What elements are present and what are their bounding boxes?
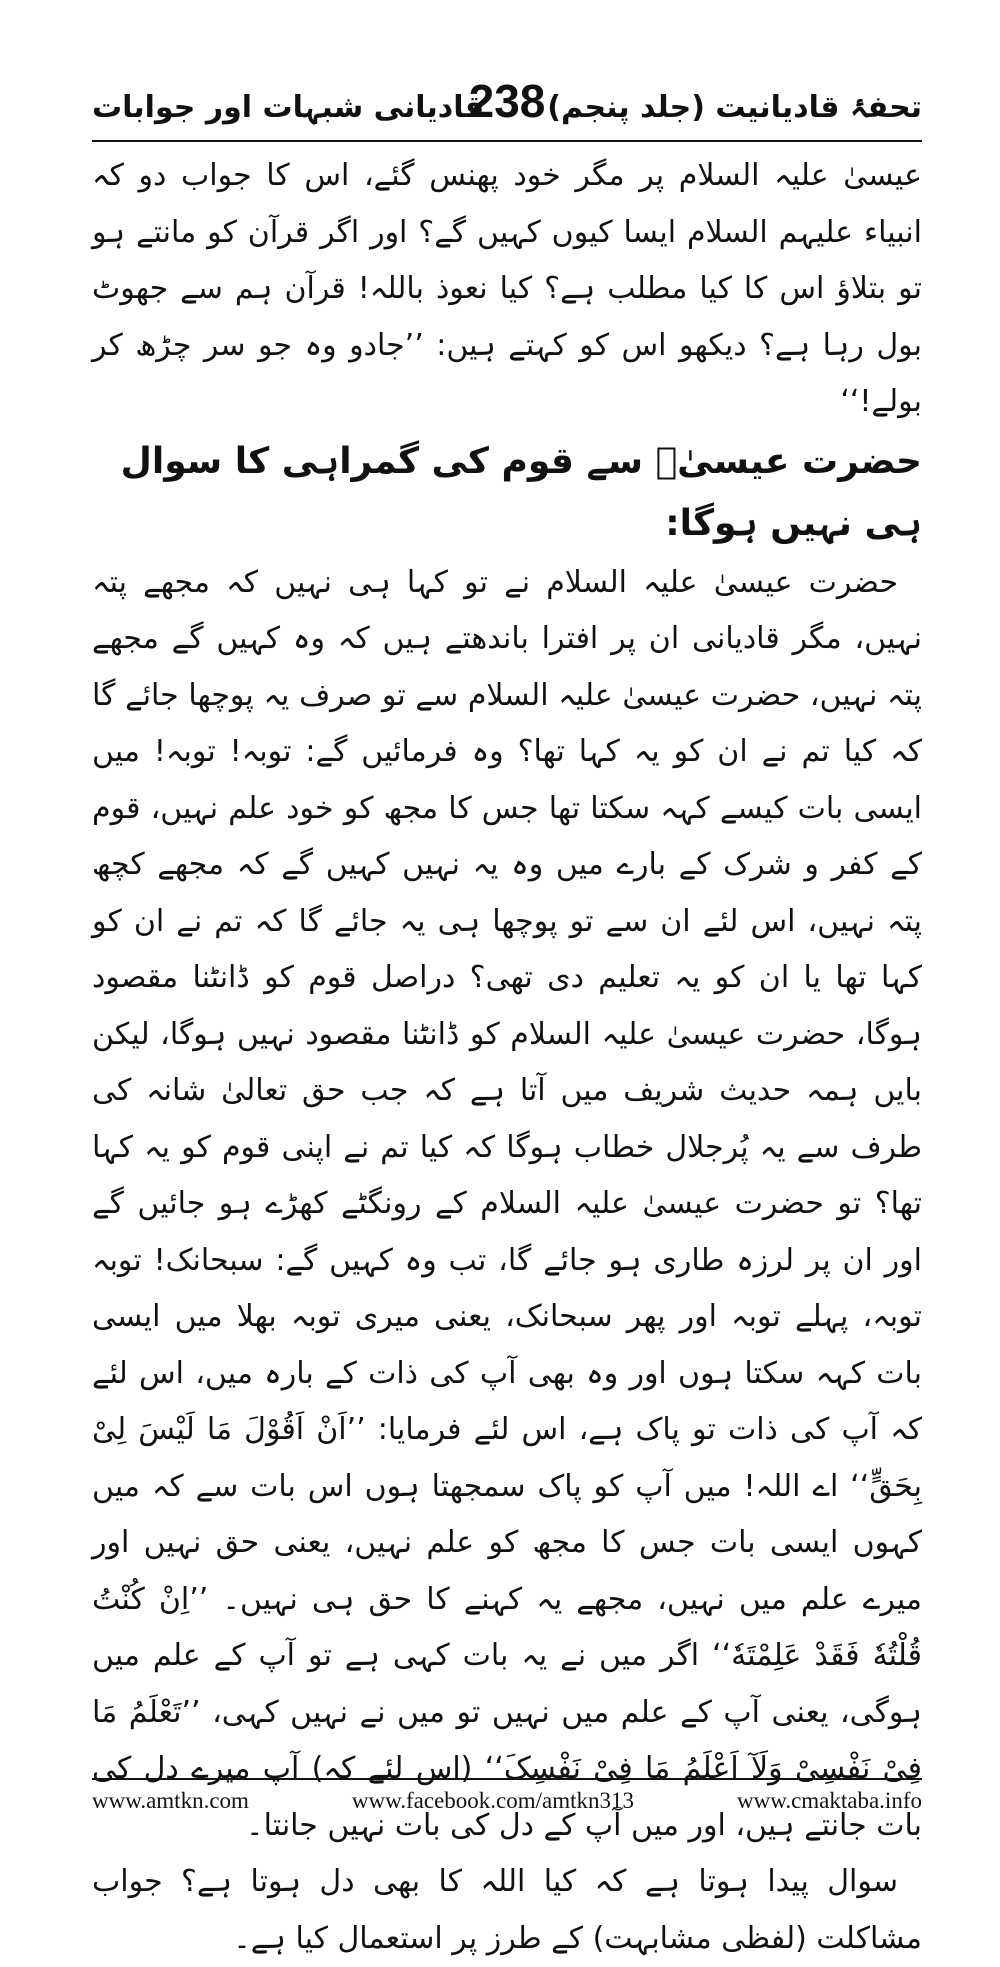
page-header	[92, 74, 922, 136]
page-body	[92, 148, 922, 1967]
footer-link-facebook[interactable]: www.facebook.com/amtkn313	[351, 1788, 635, 1813]
section-heading: حضرت عیسیٰؑ سے قوم کی گمراہی کا سوال ہی نہیں ہوگا:	[120, 440, 922, 544]
page-footer	[92, 1783, 922, 1819]
paragraph-1: عیسیٰ علیہ السلام پر مگر خود پھنس گئے، اس کا جواب دو کہ انبیاء علیہم السلام ایسا کیوں کہیں گے؟ اور اگر قرآن کو مانتے ہو تو بتلاؤ اس کا کیا مطلب ہے؟ کیا نعوذ باللہ! قرآن ہم سے جھوٹ بول رہا ہے؟ دیکھو اس کو کہتے ہیں: ’’جادو وہ جو سر چڑھ کر بولے!‘‘	[92, 158, 922, 419]
section-title: قادیانی شبہات اور جوابات	[92, 90, 485, 125]
paragraph-2: حضرت عیسیٰ علیہ السلام نے تو کہا ہی نہیں کہ مجھے پتہ نہیں، مگر قادیانی ان پر افترا باندھتے ہیں کہ وہ کہیں گے مجھے پتہ نہیں، حضرت عیسیٰ علیہ السلام سے تو صرف یہ پوچھا جائے گا کہ کیا تم نے ان کو یہ کہا تھا؟ وہ فرمائیں گے: توبہ! توبہ! میں ایسی بات کیسے کہہ سکتا تھا جس کا مجھ کو خود علم نہیں، قوم کے کفر و شرک کے بارے میں وہ یہ نہیں کہیں گے کہ مجھے کچھ پتہ نہیں، اس لئے ان سے تو پوچھا ہی یہ جائے گا کہ تم نے ان کو کہا تھا یا ان کو یہ تعلیم دی تھی؟ دراصل قوم کو ڈانٹنا مقصود ہوگا، حضرت عیسیٰ علیہ السلام کو ڈانٹنا مقصود نہیں ہوگا، لیکن بایں ہمہ حدیث شریف میں آتا ہے کہ جب حق تعالیٰ شانہ کی طرف سے یہ پُرجلال خطاب ہوگا کہ کیا تم نے اپنی قوم کو یہ کہا تھا؟ تو حضرت عیسیٰ علیہ السلام کے رونگٹے کھڑے ہو جائیں گے اور ان پر لرزہ طاری ہو جائے گا، تب وہ کہیں گے: سبحانک! توبہ توبہ، پہلے توبہ اور پھر سبحانک، یعنی میری توبہ بھلا میں ایسی بات کہہ سکتا ہوں اور وہ بھی آپ کی ذات کے بارہ میں، اس لئے کہ آپ کی ذات تو پاک ہے، اس لئے فرمایا: ’’اَنْ اَقُوْلَ مَا لَیْسَ لِیْ بِحَقٍّ‘‘ اے اللہ! میں آپ کو پاک سمجھتا ہوں اس بات سے کہ میں کہوں ایسی بات جس کا مجھ کو علم نہیں، یعنی حق نہیں اور میرے علم میں نہیں، مجھے یہ کہنے کا حق ہی نہیں۔ ’’اِنْ کُنْتُ قُلْتُهٗ فَقَدْ عَلِمْتَهٗ‘‘ اگر میں نے یہ بات کہی ہے تو آپ کے علم میں ہوگی، یعنی آپ کے علم میں نہیں تو میں نے نہیں کہی، ’’تَعْلَمُ مَا فِیْ نَفْسِیْ وَلَآ اَعْلَمُ مَا فِیْ نَفْسِکَ‘‘ (اس لئے کہ) آپ میرے دل کی بات جانتے ہیں، اور میں آپ کے دل کی بات نہیں جانتا۔	[92, 564, 922, 1843]
page-number: 238	[468, 75, 546, 127]
paragraph-3: سوال پیدا ہوتا ہے کہ کیا اللہ کا بھی دل ہوتا ہے؟ جواب مشاکلت (لفظی مشابہت) کے طرز پر استعمال کیا ہے۔	[92, 1864, 922, 1956]
header-rule	[92, 140, 922, 142]
book-title: تحفۂ قادیانیت (جلد پنجم)	[547, 90, 922, 125]
footer-rule	[92, 1778, 922, 1780]
footer-link-cmaktaba[interactable]: www.cmaktaba.info	[736, 1788, 922, 1813]
footer-link-amtkn[interactable]: www.amtkn.com	[92, 1788, 249, 1813]
